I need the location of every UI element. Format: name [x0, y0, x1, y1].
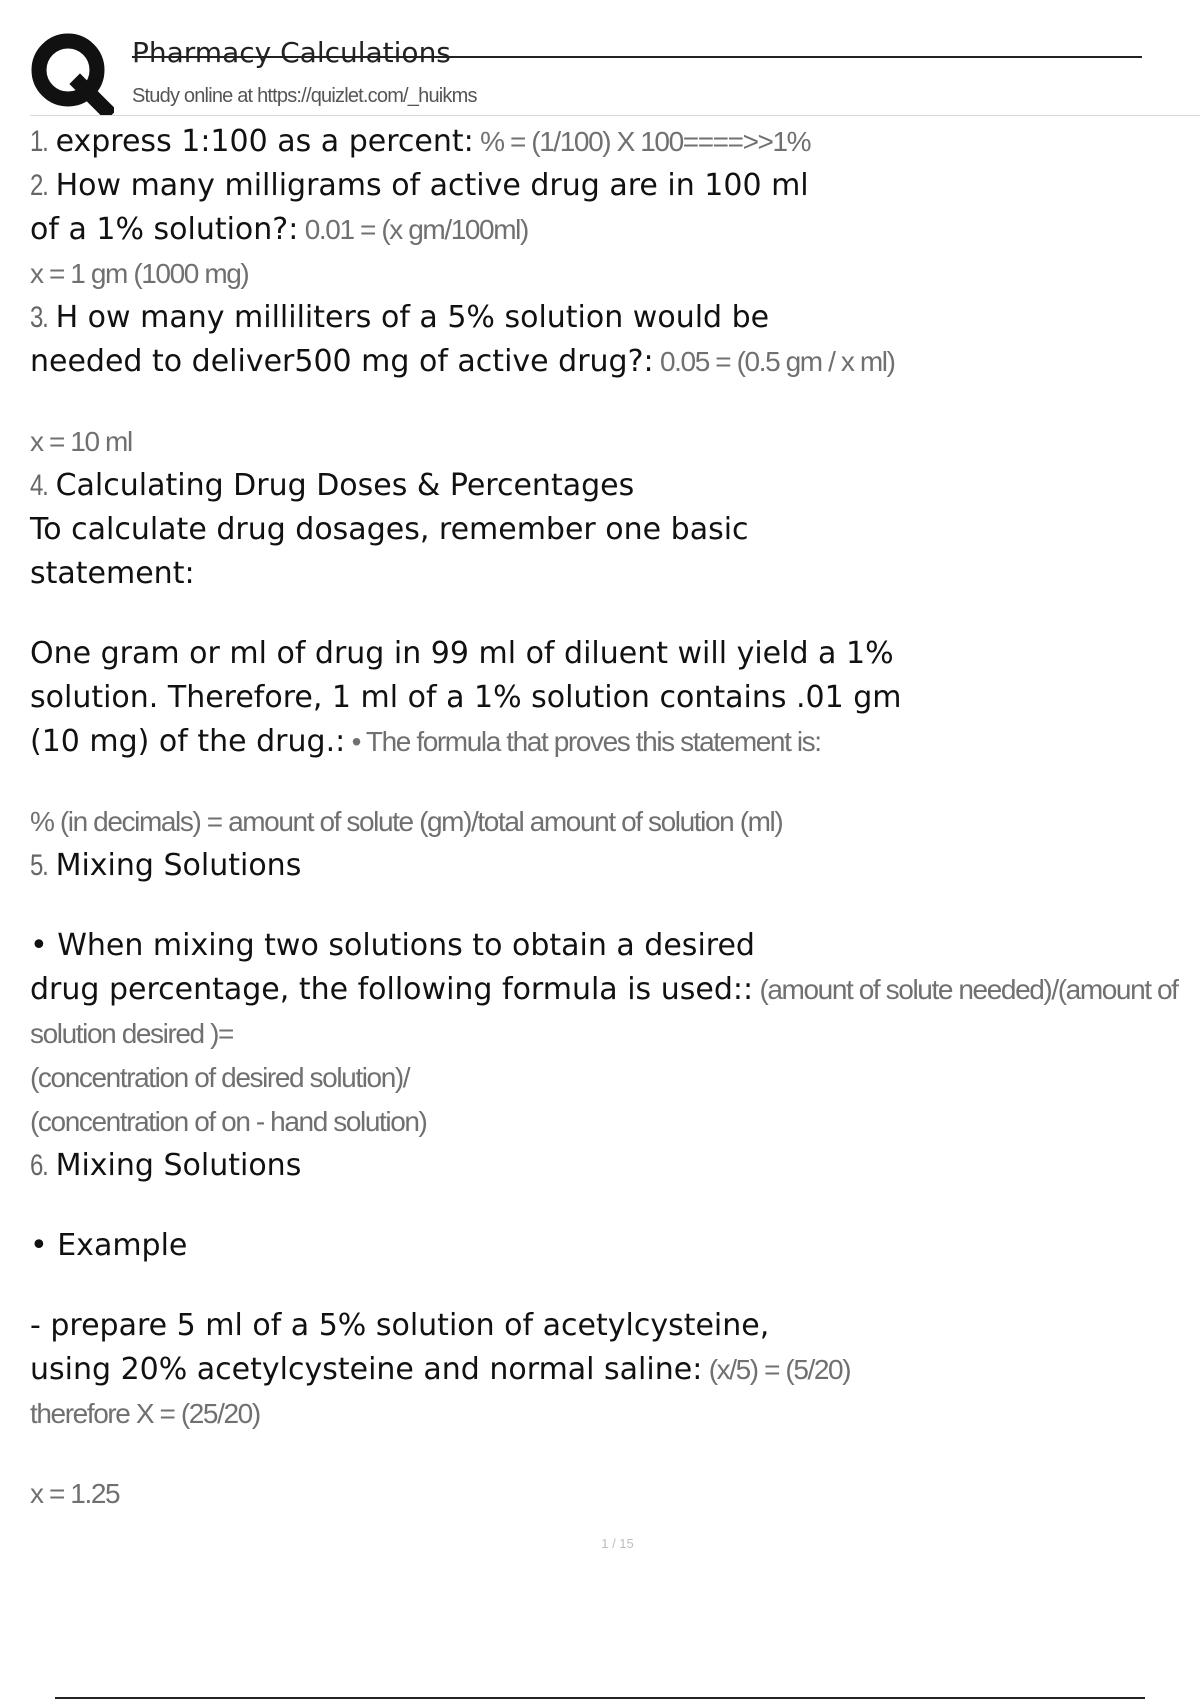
- card-term: of a 1% solution?:: [30, 212, 299, 247]
- card-term: needed to deliver500 mg of active drug?:: [30, 344, 654, 379]
- card-line: [30, 252, 1180, 296]
- card-definition: • The formula that proves this statement is:: [345, 726, 821, 757]
- document-subtitle: Study online at https://quizlet.com/_huikms: [132, 85, 477, 107]
- card-term: using 20% acetylcysteine and normal saline:: [30, 1352, 703, 1387]
- card-term: Calculating Drug Doses & Percentages: [55, 468, 635, 503]
- card-definition: therefore X = (25/20): [30, 1398, 260, 1429]
- card-line: [30, 420, 1180, 464]
- card-line: [30, 1224, 1180, 1268]
- line-spacer: [30, 596, 1180, 632]
- card-term: Mixing Solutions: [55, 848, 302, 883]
- card-term: Mixing Solutions: [55, 1148, 302, 1183]
- page-number: 1 / 15: [601, 1536, 634, 1551]
- flashcard-item: [30, 120, 1180, 164]
- card-line: [30, 720, 1180, 764]
- card-term: To calculate drug dosages, remember one basic: [30, 512, 749, 547]
- card-number: 1.: [30, 125, 48, 158]
- card-number: 5.: [30, 849, 48, 882]
- flashcard-item: [30, 1144, 1180, 1516]
- card-definition: (amount of solute needed)/(amount of: [753, 974, 1178, 1005]
- card-line: [30, 208, 1180, 252]
- flashcard-item: [30, 296, 1180, 464]
- card-number: 3.: [30, 301, 48, 334]
- card-line: [30, 340, 1180, 384]
- line-spacer: [30, 764, 1180, 800]
- card-term: solution. Therefore, 1 ml of a 1% solution contains .01 gm: [30, 680, 902, 715]
- header-divider: [30, 115, 1200, 116]
- card-line: [30, 968, 1180, 1012]
- card-line: [30, 1472, 1180, 1516]
- card-definition: 0.01 = (x gm/100ml): [298, 214, 528, 245]
- card-term: drug percentage, the following formula is used::: [30, 972, 754, 1007]
- card-definition: x = 1 gm (1000 mg): [30, 258, 249, 289]
- card-definition: % (in decimals) = amount of solute (gm)/total amount of solution (ml): [30, 806, 783, 837]
- flashcard-list: [30, 120, 1180, 1516]
- quizlet-q-logo-icon: [30, 32, 114, 116]
- card-line: [30, 844, 1180, 888]
- line-spacer: [30, 384, 1180, 420]
- card-term: - prepare 5 ml of a 5% solution of acetylcysteine,: [30, 1308, 770, 1343]
- flashcard-item: [30, 164, 1180, 296]
- card-line: [30, 676, 1180, 720]
- card-definition: 0.05 = (0.5 gm / x ml): [653, 346, 895, 377]
- card-term: statement:: [30, 556, 195, 591]
- card-line: [30, 1348, 1180, 1392]
- card-line: [30, 552, 1180, 596]
- card-line: [30, 1012, 1180, 1056]
- card-definition: (concentration of on - hand solution): [30, 1106, 427, 1137]
- card-term: H ow many milliliters of a 5% solution would be: [55, 300, 770, 335]
- line-spacer: [30, 1436, 1180, 1472]
- card-line: [30, 924, 1180, 968]
- card-definition: (x/5) = (5/20): [702, 1354, 851, 1385]
- line-spacer: [30, 1268, 1180, 1304]
- card-definition: x = 1.25: [30, 1478, 120, 1509]
- flashcard-item: [30, 464, 1180, 844]
- card-line: [30, 464, 1180, 508]
- card-term: • Example: [30, 1228, 188, 1263]
- line-spacer: [30, 888, 1180, 924]
- card-definition: % = (1/100) X 100====>>1%: [473, 126, 811, 157]
- card-line: [30, 1392, 1180, 1436]
- card-line: [30, 296, 1180, 340]
- document-title: Pharmacy Calculations: [132, 36, 451, 69]
- card-line: [30, 1144, 1180, 1188]
- card-term: One gram or ml of drug in 99 ml of diluent will yield a 1%: [30, 636, 894, 671]
- card-definition: x = 10 ml: [30, 426, 132, 457]
- card-number: 6.: [30, 1149, 48, 1182]
- card-line: [30, 120, 1180, 164]
- card-line: [30, 1056, 1180, 1100]
- title-rule: [132, 56, 1142, 58]
- card-number: 4.: [30, 469, 48, 502]
- footer-rule: [55, 1697, 1145, 1699]
- card-line: [30, 164, 1180, 208]
- card-term: • When mixing two solutions to obtain a desired: [30, 928, 755, 963]
- card-definition: (concentration of desired solution)/: [30, 1062, 410, 1093]
- card-line: [30, 1304, 1180, 1348]
- card-line: [30, 508, 1180, 552]
- card-line: [30, 632, 1180, 676]
- card-definition: solution desired )=: [30, 1018, 233, 1049]
- card-term: How many milligrams of active drug are in 100 ml: [55, 168, 809, 203]
- card-term: express 1:100 as a percent:: [55, 124, 474, 159]
- card-term: (10 mg) of the drug.:: [30, 724, 346, 759]
- card-line: [30, 800, 1180, 844]
- card-number: 2.: [30, 169, 48, 202]
- line-spacer: [30, 1188, 1180, 1224]
- flashcard-item: [30, 844, 1180, 1144]
- card-line: [30, 1100, 1180, 1144]
